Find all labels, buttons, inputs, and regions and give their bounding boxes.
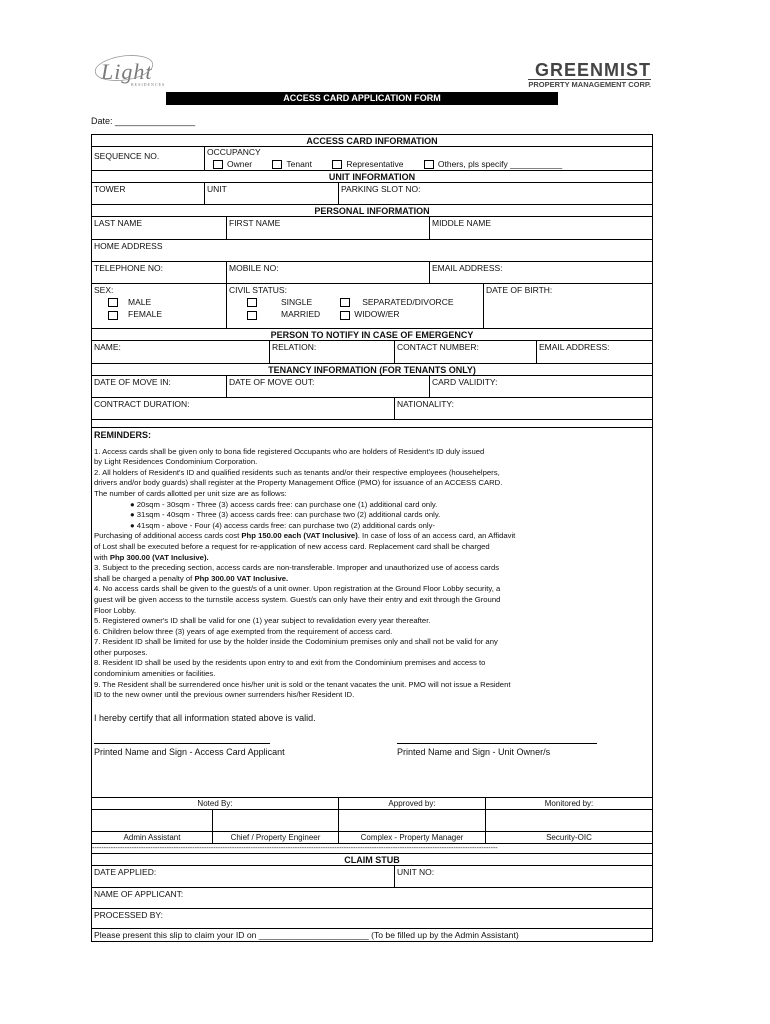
claim-instruction: Please present this slip to claim your ID on _______________________ (To be filled up by the Admin Assistant): [94, 930, 519, 940]
date-field[interactable]: Date: ________________: [91, 116, 196, 126]
spacer-row: [92, 420, 652, 428]
purchase-line-1: Purchasing of additional access cards cost Php 150.00 each (VAT Inclusive). In case of loss of an access card, an Affidavit: [94, 531, 516, 541]
first-name-field[interactable]: FIRST NAME: [226, 217, 429, 239]
nationality-field[interactable]: NATIONALITY:: [394, 398, 652, 419]
last-name-field[interactable]: LAST NAME: [94, 218, 143, 228]
light-residences-logo: Light RESIDENCES: [101, 59, 165, 87]
contract-row: [92, 398, 652, 420]
reminder-2c: The number of cards allotted per unit size are as follows:: [94, 488, 287, 498]
bullet-2: ● 31sqm - 40sqm - Three (3) access cards free: can purchase two (2) additional cards only.: [130, 510, 441, 520]
processed-by-label: PROCESSED BY:: [94, 910, 163, 920]
reminder-1b: by Light Residences Condominium Corporation.: [94, 457, 258, 467]
emergency-row: [92, 341, 652, 364]
move-in-field[interactable]: DATE OF MOVE IN:: [94, 377, 171, 387]
occupancy-field: OCCUPANCY Owner Tenant Representative Others, pls specify ___________: [204, 147, 652, 170]
unit-field[interactable]: UNIT: [204, 183, 338, 204]
relation-field[interactable]: RELATION:: [269, 341, 394, 363]
form-title: ACCESS CARD APPLICATION FORM: [166, 92, 558, 105]
noted-by-label: Noted By:: [197, 799, 233, 808]
reminders-section: [92, 428, 652, 798]
reminder-1a: 1. Access cards shall be given only to bona fide registered Occupants who are holders of Resident's ID duly issued: [94, 446, 485, 456]
date-of-birth-field[interactable]: DATE OF BIRTH:: [483, 284, 652, 328]
greenmist-logo: GREENMIST PROPERTY MANAGEMENT CORP.: [528, 60, 651, 89]
checkbox-separated[interactable]: [340, 298, 350, 307]
reminder-4a: 4. No access cards shall be given to the guest/s of a unit owner. Upon registration at the Ground Floor Lobby security, a: [94, 584, 501, 594]
bullet-3: ● 41sqm - above - Four (4) access cards free: can purchase two (2) additional cards only-: [130, 520, 436, 530]
date-applied-field[interactable]: DATE APPLIED:: [94, 867, 157, 877]
reminder-4c: Floor Lobby.: [94, 605, 137, 615]
access-card-row: [92, 147, 652, 171]
certification-statement: I hereby certify that all information stated above is valid.: [94, 712, 316, 723]
chief-engineer-label: Chief / Property Engineer: [212, 832, 338, 843]
checkbox-single[interactable]: [247, 298, 257, 307]
applicant-name-field[interactable]: [92, 888, 652, 909]
security-sign-box[interactable]: [485, 810, 652, 831]
approved-by-label: Approved by:: [338, 798, 485, 809]
checkbox-tenant[interactable]: [272, 160, 282, 169]
checkbox-female[interactable]: [108, 311, 118, 320]
reminder-8a: 8. Resident ID shall be used by the residents upon entry to and exit from the Condominium premises and access to: [94, 658, 486, 668]
reminder-8b: condominium amenities or facilities.: [94, 669, 216, 679]
applicant-signature-label: Printed Name and Sign - Access Card Applicant: [94, 747, 285, 758]
reminder-2a: 2. All holders of Resident's ID and qualified residents such as tenants and/or their respective employees (househelpers,: [94, 467, 500, 477]
claim-instruction-row: [92, 929, 652, 942]
checkbox-representative[interactable]: [332, 160, 342, 169]
purchase-line-3: with Php 300.00 (VAT Inclusive).: [94, 552, 209, 562]
chief-sign-box[interactable]: [212, 810, 338, 831]
contact-row: [92, 262, 652, 284]
parking-slot-field[interactable]: PARKING SLOT NO:: [338, 183, 652, 204]
admin-sign-box[interactable]: [92, 810, 212, 831]
checkbox-male[interactable]: [108, 298, 118, 307]
reminder-7a: 7. Resident ID shall be limited for use by the holder inside the Codominium premises only and shall not be valid for any: [94, 637, 498, 647]
application-form: [91, 134, 653, 942]
move-row: [92, 376, 652, 398]
checkbox-married[interactable]: [247, 311, 257, 320]
admin-assistant-label: Admin Assistant: [123, 833, 181, 842]
tower-field[interactable]: TOWER: [94, 184, 126, 194]
signature-area: [94, 723, 650, 767]
contact-number-field[interactable]: CONTACT NUMBER:: [394, 341, 536, 363]
checkbox-others[interactable]: [424, 160, 434, 169]
approval-title-row: [92, 832, 652, 844]
section-unit: UNIT INFORMATION: [92, 171, 652, 183]
middle-name-field[interactable]: MIDDLE NAME: [429, 217, 652, 239]
section-tenancy: TENANCY INFORMATION (FOR TENANTS ONLY): [92, 364, 652, 376]
reminder-2b: drivers and/or body guards) shall register at the Property Management Office (PMO) for issuance of an ACCESS CARD.: [94, 478, 503, 488]
home-address-label: HOME ADDRESS: [94, 241, 163, 251]
checkbox-widow[interactable]: [340, 311, 350, 320]
section-emergency: PERSON TO NOTIFY IN CASE OF EMERGENCY: [92, 329, 652, 341]
home-address-field[interactable]: [92, 240, 652, 262]
reminder-7b: other purposes.: [94, 647, 148, 657]
approval-header-row: [92, 798, 652, 810]
reminder-4b: guest will be given access to the turnstile access system. Guest/s can only have their entry and exit through the Ground: [94, 594, 501, 604]
reminder-3a: 3. Subject to the preceding section, access cards are non-transferable. Improper and unauthorized use of access cards: [94, 563, 500, 573]
applicant-signature-line[interactable]: [94, 743, 270, 744]
claim-row-1: [92, 866, 652, 888]
reminder-9b: ID to the new owner until the previous owner surrenders his/her Resident ID.: [94, 690, 355, 700]
reminders-title: REMINDERS:: [94, 430, 152, 440]
section-access-card: ACCESS CARD INFORMATION: [92, 135, 652, 147]
unit-no-field[interactable]: UNIT NO:: [394, 866, 652, 887]
name-row: [92, 217, 652, 240]
reminder-3b: shall be charged a penalty of Php 300.00 VAT Inclusive.: [94, 573, 289, 583]
email-field[interactable]: EMAIL ADDRESS:: [429, 262, 652, 283]
reminder-9a: 9. The Resident shall be surrendered once his/her unit is sold or the tenant vacates the unit. PMO will not issue a Resident: [94, 679, 511, 689]
section-personal: PERSONAL INFORMATION: [92, 205, 652, 217]
status-row: [92, 284, 652, 329]
monitored-by-label: Monitored by:: [485, 798, 652, 809]
owner-signature-label: Printed Name and Sign - Unit Owner/s: [397, 747, 551, 758]
security-oic-label: Security-OIC: [485, 832, 652, 843]
sex-field: SEX: MALE FEMALE: [94, 285, 163, 320]
cut-line: ------------------------------------------------------------------------------------------------------------------------------------------------------------------------------: [92, 844, 652, 854]
form-page: [91, 55, 651, 940]
complex-sign-box[interactable]: [338, 810, 485, 831]
telephone-field[interactable]: TELEPHONE NO:: [94, 263, 163, 273]
owner-signature-line[interactable]: [397, 743, 597, 744]
reminder-6: 6. Children below three (3) years of age exempted from the requirement of access card.: [94, 626, 393, 636]
bullet-1: ● 20sqm - 30sqm - Three (3) access cards free: can purchase one (1) additional card only.: [130, 499, 438, 509]
move-out-field[interactable]: DATE OF MOVE OUT:: [226, 376, 429, 397]
claim-stub-title: CLAIM STUB: [92, 854, 652, 866]
property-manager-label: Complex - Property Manager: [338, 832, 485, 843]
emergency-name-field[interactable]: NAME:: [94, 342, 121, 352]
civil-status-field: CIVIL STATUS: SINGLE SEPARATED/DIVORCE MARRIED WIDOW/ER: [226, 284, 483, 328]
emergency-email-field[interactable]: EMAIL ADDRESS:: [536, 341, 652, 363]
mobile-field[interactable]: MOBILE NO:: [226, 262, 429, 283]
sequence-no-field[interactable]: SEQUENCE NO.: [94, 151, 160, 161]
contract-duration-field[interactable]: CONTRACT DURATION:: [94, 399, 190, 409]
approval-sign-row: [92, 810, 652, 832]
reminder-5: 5. Registered owner's ID shall be valid for one (1) year subject to revalidation every year thereafter.: [94, 616, 431, 626]
unit-row: [92, 183, 652, 205]
applicant-name-label: NAME OF APPLICANT:: [94, 889, 184, 899]
card-validity-field[interactable]: CARD VALIDITY:: [429, 376, 652, 397]
checkbox-owner[interactable]: [213, 160, 223, 169]
purchase-line-2: of Lost shall be executed before a request for re-application of new access card. Replacement card shall be charged: [94, 541, 490, 551]
processed-by-field[interactable]: [92, 909, 652, 929]
